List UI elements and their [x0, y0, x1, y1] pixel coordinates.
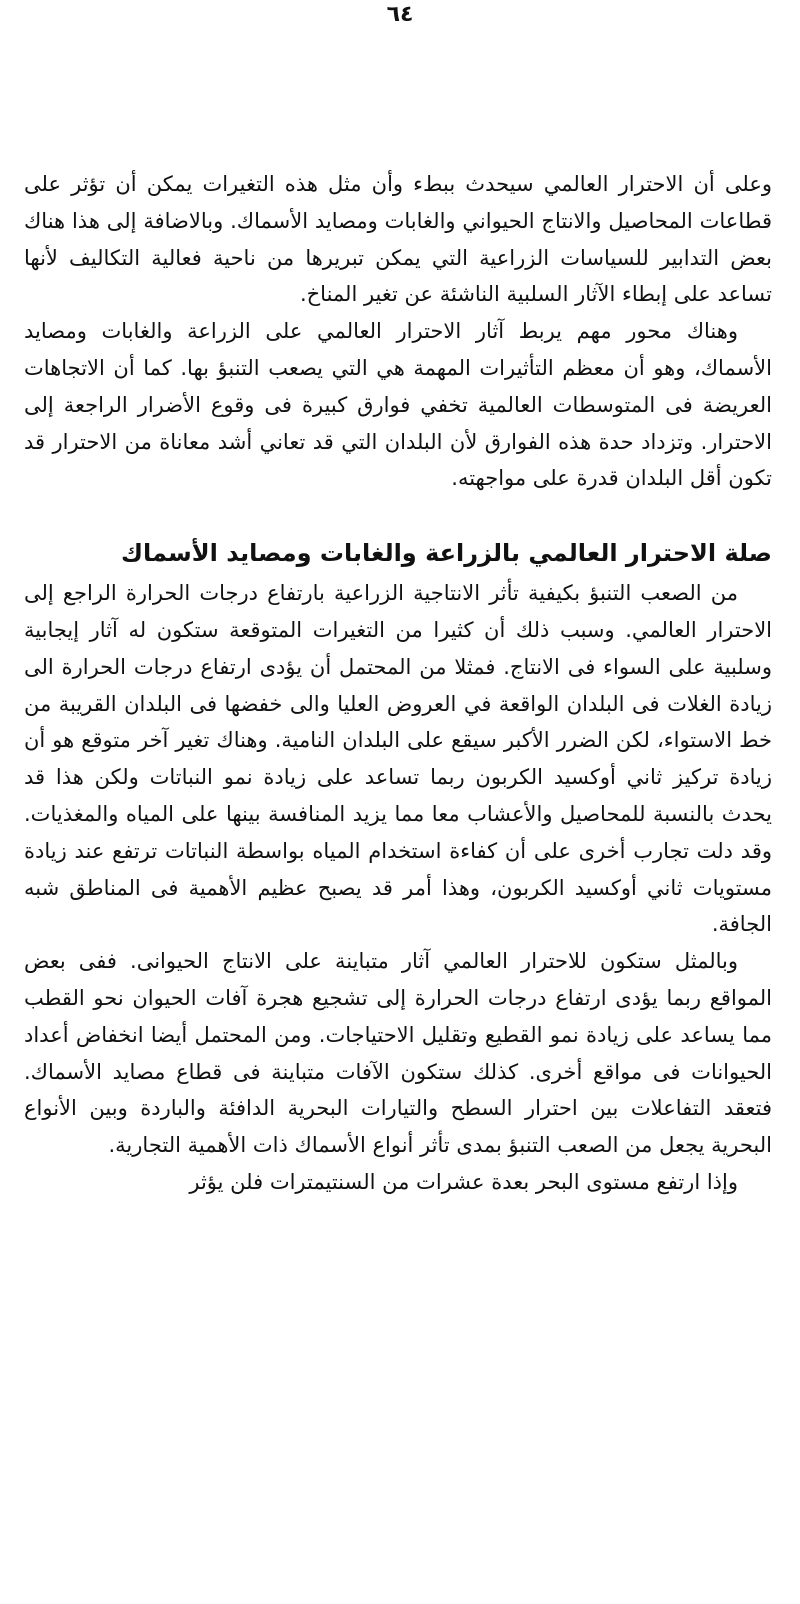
page-body — [24, 166, 772, 1201]
section-paragraph-1: من الصعب التنبؤ بكيفية تأثر الانتاجية الزراعية بارتفاع درجات الحرارة الراجع إلى الاحترار العالمي. وسبب ذلك أن كثيرا من التغيرات المتوقعة ستكون له آثار إيجابية وسلبية على السواء فى الانتاج. فمثلا من المحتمل أن يؤدى ارتفاع درجات الحرارة الى زيادة الغلات فى البلدان الواقعة في العروض العليا والى خفضها فى البلدان القريبة من خط الاستواء، لكن الضرر الأكبر سيقع على البلدان النامية. وهناك تغير آخر متوقع هو أن زيادة تركيز ثاني أوكسيد الكربون ربما تساعد على زيادة نمو النباتات ولكن هذا قد يحدث بالنسبة للمحاصيل والأعشاب معا مما يزيد المنافسة بينها على المياه والمغذيات. وقد دلت تجارب أخرى على أن كفاءة استخدام المياه بواسطة النباتات ترتفع عند زيادة مستويات ثاني أوكسيد الكربون، وهذا أمر قد يصبح عظيم الأهمية فى المناطق شبه الجافة. — [24, 581, 772, 937]
section-paragraph-3: وإذا ارتفع مستوى البحر بعدة عشرات من السنتيمترات فلن يؤثر — [189, 1169, 738, 1194]
intro-paragraph-2: وهناك محور مهم يربط آثار الاحترار العالمي على الزراعة والغابات ومصايد الأسماك، وهو أن معظم التأثيرات المهمة هي التي يصعب التنبؤ بها. كما أن الاتجاهات العريضة فى المتوسطات العالمية تخفي فوارق كبيرة فى وقوع الأضرار الراجعة إلى الاحترار. وتزداد حدة هذه الفوارق لأن البلدان التي قد تعاني أشد معاناة من الاحترار قد تكون أقل البلدان قدرة على مواجهته. — [24, 319, 772, 491]
section-paragraph-2: وبالمثل ستكون للاحترار العالمي آثار متباينة على الانتاج الحيوانى. ففى بعض المواقع ربما يؤدى ارتفاع درجات الحرارة إلى تشجيع هجرة آفات الحيوان نحو القطب مما يساعد على زيادة نمو القطيع وتقليل الاحتياجات. ومن المحتمل أيضا انخفاض أعداد الحيوانات فى مواقع أخرى. كذلك ستكون الآفات متباينة فى قطاع مصايد الأسماك. فتعقد التفاعلات بين احترار السطح والتيارات البحرية الدافئة والباردة وبين الأنواع البحرية يجعل من الصعب التنبؤ بمدى تأثر أنواع الأسماك ذات الأهمية التجارية. — [24, 949, 772, 1158]
section-spacer — [24, 497, 772, 535]
page-number: ٦٤ — [386, 2, 414, 27]
intro-paragraph-1: وعلى أن الاحترار العالمي سيحدث ببطء وأن مثل هذه التغيرات يمكن أن تؤثر على قطاعات المحاصيل والانتاج الحيواني والغابات ومصايد الأسماك. وبالاضافة إلى هذا هناك بعض التدابير للسياسات الزراعية التي يمكن تبريرها من ناحية فعالية التكاليف لأنها تساعد على إبطاء الآثار السلبية الناشئة عن تغير المناخ. — [24, 172, 772, 307]
section-heading: صلة الاحترار العالمي بالزراعة والغابات ومصايد الأسماك — [121, 539, 772, 568]
